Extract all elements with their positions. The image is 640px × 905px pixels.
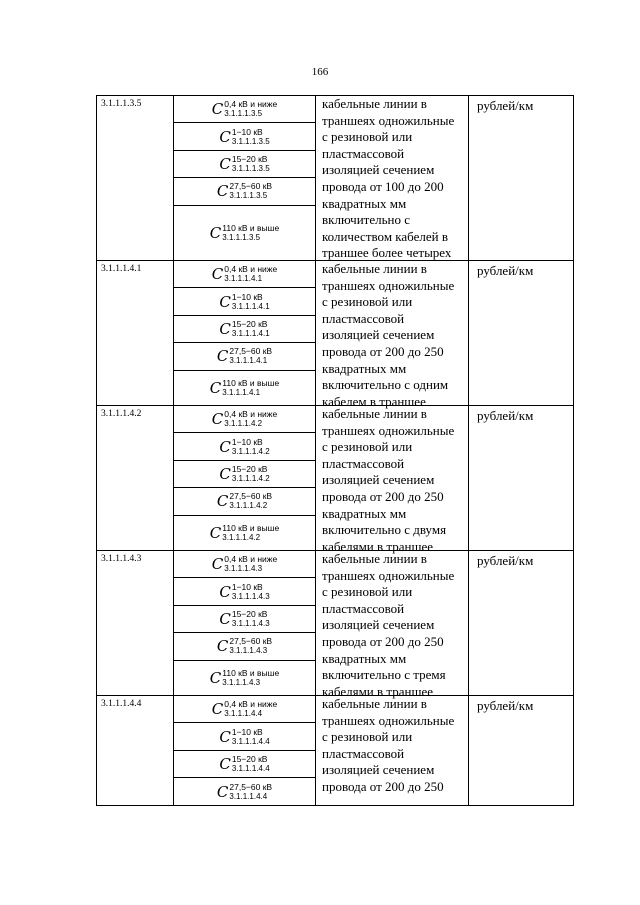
- description-line: пластмассовой: [322, 600, 405, 616]
- code-subscript: 3.1.1.1.4.3: [222, 678, 261, 688]
- symbol-letter: C: [219, 437, 231, 456]
- description-line: кабелями в траншее: [322, 538, 434, 554]
- rate-symbol: [210, 379, 279, 397]
- table-row: [96, 95, 574, 260]
- voltage-superscript: 15−20 кВ: [231, 608, 268, 619]
- voltage-superscript: 0,4 кВ и ниже: [224, 554, 278, 565]
- voltage-superscript: 27,5−60 кВ: [229, 346, 273, 357]
- description-line: количеством кабелей в: [322, 228, 448, 244]
- symbol-letter: C: [216, 782, 229, 801]
- rate-symbol: [219, 320, 269, 338]
- rate-symbol-row: [174, 606, 315, 633]
- description-line: провода от 200 до 250: [322, 343, 444, 359]
- symbol-letter: C: [219, 127, 231, 146]
- voltage-superscript: 15−20 кВ: [231, 463, 268, 474]
- item-code: 3.1.1.1.3.5: [97, 96, 174, 260]
- symbol-letter: C: [216, 182, 229, 201]
- table-row: [96, 260, 574, 409]
- description-line: изоляцией сечением: [322, 762, 435, 778]
- rate-symbols-cell: [174, 96, 316, 260]
- description-line: квадратных мм: [322, 195, 407, 211]
- rate-symbol-row: [174, 261, 315, 288]
- rate-symbol-row: [174, 696, 315, 723]
- voltage-superscript: 1−10 кВ: [231, 126, 263, 137]
- rate-symbol-row: [174, 96, 315, 123]
- unit: рублей/км: [477, 408, 534, 423]
- symbol-letter: C: [216, 347, 229, 366]
- code-subscript: 3.1.1.1.4.2: [231, 446, 270, 456]
- rate-symbol-row: [174, 723, 315, 750]
- code-subscript: 3.1.1.1.3.5: [224, 109, 263, 119]
- symbol-letter: C: [211, 265, 224, 284]
- rate-symbol: [212, 700, 277, 718]
- rate-symbol: [212, 265, 277, 283]
- rate-symbol: [219, 128, 269, 146]
- description-line: кабелями в траншее: [322, 683, 434, 699]
- voltage-superscript: 0,4 кВ и ниже: [224, 99, 278, 110]
- rate-symbols-cell: [174, 406, 316, 550]
- description-line: траншеях одножильные: [322, 112, 455, 128]
- voltage-superscript: 110 кВ и выше: [222, 378, 280, 389]
- code-subscript: 3.1.1.1.4.1: [231, 328, 270, 338]
- description-line: пластмассовой: [322, 145, 405, 161]
- table-row: [96, 550, 574, 699]
- voltage-superscript: 1−10 кВ: [231, 436, 263, 447]
- description: [316, 696, 469, 805]
- description-line: включительно с двумя: [322, 522, 447, 538]
- item-code: 3.1.1.1.4.1: [97, 261, 174, 405]
- rate-symbol-row: [174, 633, 315, 660]
- description-line: кабелем в траншее: [322, 393, 426, 409]
- voltage-superscript: 110 кВ и выше: [222, 223, 280, 234]
- description-line: траншеях одножильные: [322, 422, 455, 438]
- rate-symbol: [217, 182, 272, 200]
- description: [316, 96, 469, 260]
- rate-symbol: [210, 224, 279, 242]
- description-line: с резиновой или: [322, 729, 413, 745]
- voltage-superscript: 15−20 кВ: [231, 753, 268, 764]
- symbol-letter: C: [209, 379, 222, 398]
- unit: рублей/км: [477, 98, 534, 113]
- symbol-letter: C: [219, 292, 231, 311]
- code-subscript: 3.1.1.1.4.1: [222, 388, 261, 398]
- description-line: с резиновой или: [322, 294, 413, 310]
- description-line: кабельные линии в: [322, 261, 427, 276]
- rate-symbol: [219, 155, 269, 173]
- code-subscript: 3.1.1.1.4.1: [229, 356, 268, 366]
- rate-symbol-row: [174, 343, 315, 370]
- table-bottom-border: [96, 805, 574, 806]
- rate-symbol-row: [174, 371, 315, 406]
- voltage-superscript: 110 кВ и выше: [222, 668, 280, 679]
- description-line: изоляцией сечением: [322, 327, 435, 343]
- description-line: траншеях одножильные: [322, 712, 455, 728]
- rate-symbols-cell: [174, 696, 316, 805]
- symbol-letter: C: [216, 637, 229, 656]
- description-line: квадратных мм: [322, 650, 407, 666]
- rate-symbol: [212, 100, 277, 118]
- rate-symbol-row: [174, 288, 315, 315]
- unit: рублей/км: [477, 263, 534, 278]
- rate-symbol-row: [174, 316, 315, 343]
- rate-symbol: [219, 728, 269, 746]
- voltage-superscript: 15−20 кВ: [231, 318, 268, 329]
- description-line: с резиновой или: [322, 129, 413, 145]
- voltage-superscript: 1−10 кВ: [231, 291, 263, 302]
- rate-symbol: [219, 293, 269, 311]
- description-line: с резиновой или: [322, 439, 413, 455]
- symbol-letter: C: [211, 700, 224, 719]
- symbol-letter: C: [211, 410, 224, 429]
- voltage-superscript: 0,4 кВ и ниже: [224, 699, 278, 710]
- rate-symbol-row: [174, 461, 315, 488]
- description-line: кабельные линии в: [322, 406, 427, 421]
- rate-symbols-cell: [174, 261, 316, 405]
- symbol-letter: C: [219, 609, 231, 628]
- code-subscript: 3.1.1.1.4.1: [231, 301, 270, 311]
- symbol-letter: C: [209, 524, 222, 543]
- unit: рублей/км: [477, 698, 534, 713]
- symbol-letter: C: [211, 555, 224, 574]
- rate-symbol-row: [174, 661, 315, 696]
- voltage-superscript: 1−10 кВ: [231, 581, 263, 592]
- description-line: траншее более четырех: [322, 245, 452, 261]
- code-subscript: 3.1.1.1.3.5: [231, 163, 270, 173]
- code-subscript: 3.1.1.1.4.1: [224, 274, 263, 284]
- rate-symbol: [219, 610, 269, 628]
- description-line: провода от 200 до 250: [322, 488, 444, 504]
- description-line: провода от 200 до 250: [322, 633, 444, 649]
- item-code: 3.1.1.1.4.4: [97, 696, 174, 805]
- description-line: квадратных мм: [322, 360, 407, 376]
- rate-symbol: [210, 524, 279, 542]
- description-line: включительно с одним: [322, 377, 449, 393]
- code-subscript: 3.1.1.1.4.3: [231, 618, 270, 628]
- voltage-superscript: 27,5−60 кВ: [229, 491, 273, 502]
- code-subscript: 3.1.1.1.4.4: [231, 763, 270, 773]
- rate-symbol: [217, 783, 272, 801]
- voltage-superscript: 27,5−60 кВ: [229, 636, 273, 647]
- code-subscript: 3.1.1.1.4.4: [231, 736, 270, 746]
- voltage-superscript: 1−10 кВ: [231, 726, 263, 737]
- rate-symbol: [217, 347, 272, 365]
- table-row: [96, 405, 574, 554]
- description: [316, 406, 469, 554]
- description-line: траншеях одножильные: [322, 277, 455, 293]
- voltage-superscript: 15−20 кВ: [231, 153, 268, 164]
- symbol-letter: C: [219, 154, 231, 173]
- code-subscript: 3.1.1.1.3.5: [229, 191, 268, 201]
- description-line: кабельные линии в: [322, 696, 427, 711]
- code-subscript: 3.1.1.1.4.2: [222, 533, 261, 543]
- description-line: изоляцией сечением: [322, 472, 435, 488]
- description-line: траншеях одножильные: [322, 567, 455, 583]
- rate-symbol-row: [174, 433, 315, 460]
- rate-symbols-cell: [174, 551, 316, 695]
- rate-symbol: [219, 438, 269, 456]
- symbol-letter: C: [209, 224, 222, 243]
- rate-symbol-row: [174, 551, 315, 578]
- rate-symbol: [217, 492, 272, 510]
- rate-symbol-row: [174, 488, 315, 515]
- description: [316, 551, 469, 699]
- rate-symbol-row: [174, 578, 315, 605]
- rate-symbol: [219, 755, 269, 773]
- code-subscript: 3.1.1.1.4.3: [231, 591, 270, 601]
- code-subscript: 3.1.1.1.4.3: [229, 646, 268, 656]
- symbol-letter: C: [211, 100, 224, 119]
- symbol-letter: C: [219, 319, 231, 338]
- description-line: квадратных мм: [322, 505, 407, 521]
- item-code: 3.1.1.1.4.2: [97, 406, 174, 550]
- code-subscript: 3.1.1.1.3.5: [231, 136, 270, 146]
- description-line: с резиновой или: [322, 584, 413, 600]
- description-line: кабельные линии в: [322, 551, 427, 566]
- rate-symbol-row: [174, 178, 315, 205]
- rate-symbol: [219, 583, 269, 601]
- table-row: [96, 695, 574, 805]
- rate-symbol-row: [174, 206, 315, 261]
- symbol-letter: C: [209, 669, 222, 688]
- description-line: провода от 100 до 200: [322, 178, 444, 194]
- description-line: пластмассовой: [322, 310, 405, 326]
- code-subscript: 3.1.1.1.4.3: [224, 564, 263, 574]
- rate-symbol: [212, 555, 277, 573]
- symbol-letter: C: [219, 754, 231, 773]
- rate-symbol: [217, 637, 272, 655]
- description: [316, 261, 469, 409]
- code-subscript: 3.1.1.1.3.5: [222, 233, 261, 243]
- voltage-superscript: 0,4 кВ и ниже: [224, 409, 278, 420]
- rate-symbol-row: [174, 516, 315, 551]
- rate-symbol: [219, 465, 269, 483]
- voltage-superscript: 110 кВ и выше: [222, 523, 280, 534]
- rate-symbol-row: [174, 406, 315, 433]
- item-code: 3.1.1.1.4.3: [97, 551, 174, 695]
- page-number: 166: [311, 66, 329, 78]
- code-subscript: 3.1.1.1.4.2: [229, 501, 268, 511]
- rate-symbol-row: [174, 751, 315, 778]
- description-line: кабельные линии в: [322, 96, 427, 111]
- rate-symbol-row: [174, 123, 315, 150]
- code-subscript: 3.1.1.1.4.4: [224, 709, 263, 719]
- unit: рублей/км: [477, 553, 534, 568]
- code-subscript: 3.1.1.1.4.4: [229, 791, 268, 801]
- symbol-letter: C: [219, 727, 231, 746]
- description-line: провода от 200 до 250: [322, 778, 444, 794]
- description-line: изоляцией сечением: [322, 617, 435, 633]
- code-subscript: 3.1.1.1.4.2: [231, 473, 270, 483]
- rate-symbol-row: [174, 151, 315, 178]
- tariff-table: [96, 95, 574, 805]
- symbol-letter: C: [219, 582, 231, 601]
- rate-symbol: [210, 669, 279, 687]
- description-line: включительно с: [322, 212, 410, 228]
- description-line: изоляцией сечением: [322, 162, 435, 178]
- description-line: включительно с тремя: [322, 667, 446, 683]
- rate-symbol: [212, 410, 277, 428]
- code-subscript: 3.1.1.1.4.2: [224, 419, 263, 429]
- voltage-superscript: 0,4 кВ и ниже: [224, 264, 278, 275]
- rate-symbol-row: [174, 778, 315, 805]
- symbol-letter: C: [216, 492, 229, 511]
- voltage-superscript: 27,5−60 кВ: [229, 781, 273, 792]
- description-line: пластмассовой: [322, 455, 405, 471]
- symbol-letter: C: [219, 464, 231, 483]
- description-line: пластмассовой: [322, 745, 405, 761]
- voltage-superscript: 27,5−60 кВ: [229, 181, 273, 192]
